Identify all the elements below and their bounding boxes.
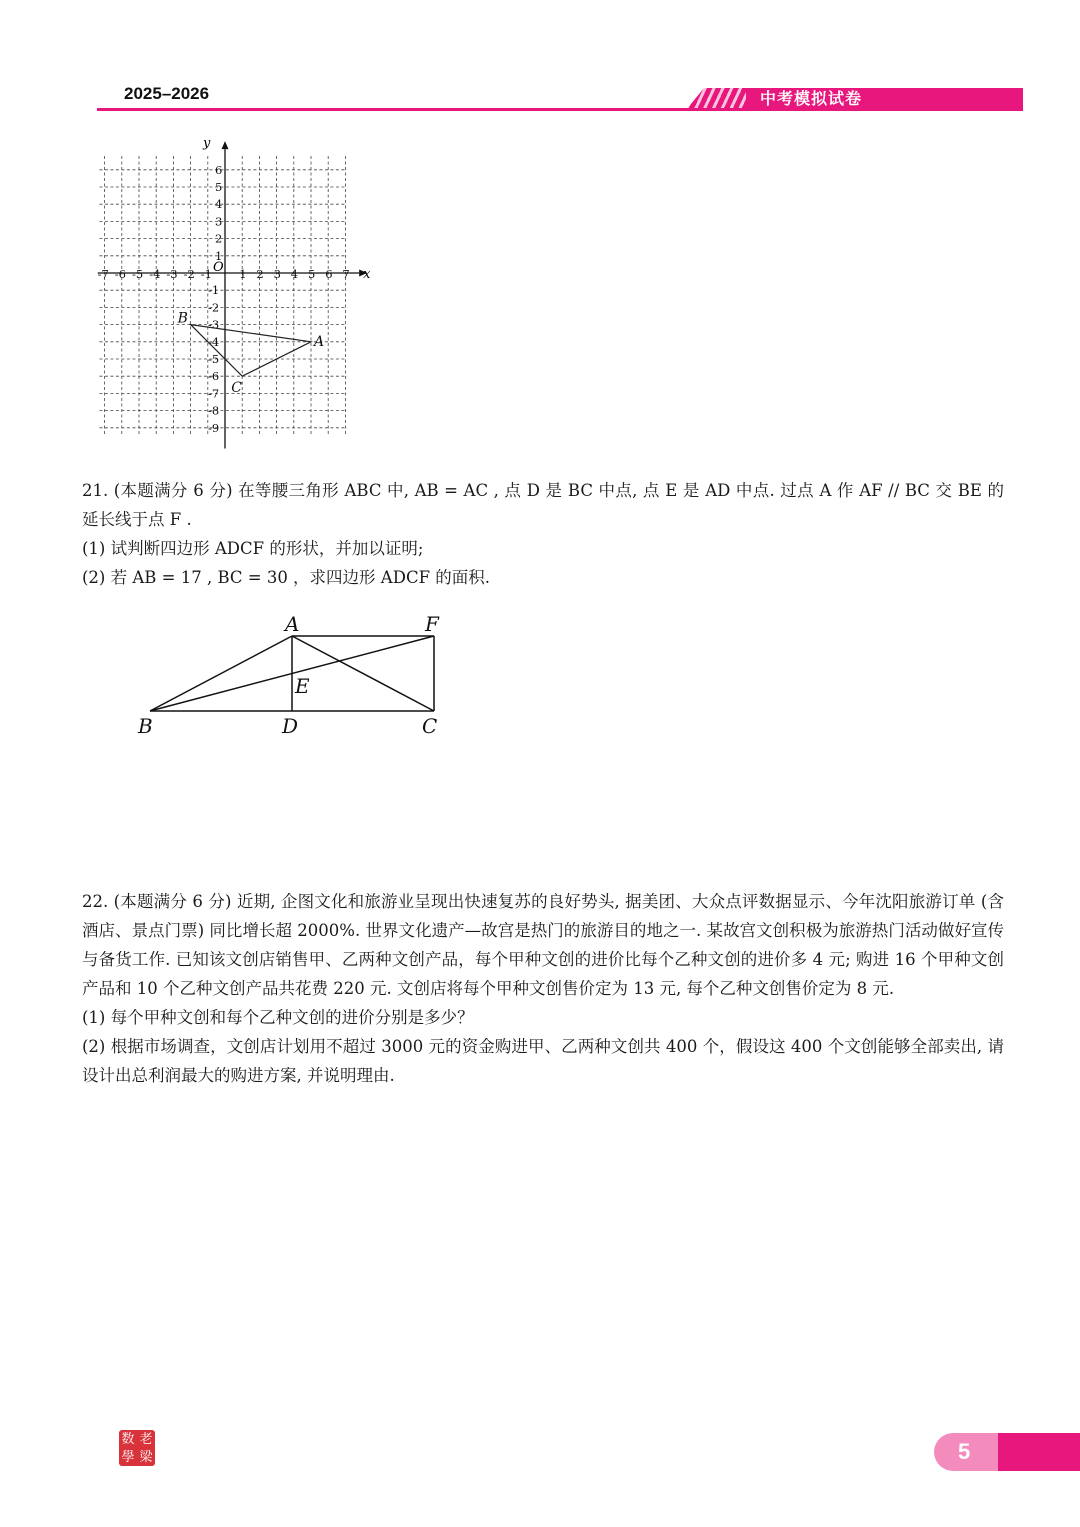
label-a: A — [285, 612, 300, 636]
x-tick-label: -1 — [200, 267, 213, 281]
x-tick-label: -2 — [183, 267, 195, 281]
label-b: B — [138, 714, 153, 738]
y-tick-label: 3 — [215, 214, 223, 229]
label-c: C — [422, 714, 438, 738]
point-label-c: C — [231, 380, 242, 397]
y-tick-label: 6 — [215, 162, 223, 177]
point-label-b: B — [177, 310, 188, 327]
x-tick-label: 6 — [325, 267, 333, 281]
segment-ab — [150, 636, 292, 711]
x-tick-label: -3 — [166, 267, 178, 281]
y-tick-label: -1 — [208, 283, 220, 298]
segment-ac — [292, 636, 434, 711]
q21-part1: (1) 试判断四边形 ADCF 的形状，并加以证明; — [82, 539, 424, 558]
x-tick-label: 5 — [308, 267, 316, 281]
q21-stem: 21. (本题满分 6 分) 在等腰三角形 ABC 中, AB = AC , 点 D 是 BC 中点, 点 E 是 AD 中点. 过点 A 作 AF // BC 交 BE 的延长线于点 F . — [82, 481, 1004, 529]
y-tick-label: 2 — [215, 231, 223, 246]
q21-part2: (2) 若 AB = 17 , BC = 30 ，求四边形 ADCF 的面积. — [82, 568, 491, 587]
author-seal — [119, 1430, 155, 1466]
x-tick-label: 3 — [273, 267, 281, 281]
y-tick-label: -5 — [208, 352, 220, 366]
y-tick-label: 5 — [215, 180, 223, 194]
q22-stem: 22. (本题满分 6 分) 近期, 企图文化和旅游业呈现出快速复苏的良好势头, 据美团、大众点评数据显示、今年沈阳旅游订单 (含酒店、景点门票) 同比增长超 2000%. 世界文化遗产—故宫是热门的旅游目的地之一. 某故宫文创积极为旅游热门活动做好宣传与备货工作. 已知该文创店销售甲、乙两种文创产品，每个甲种文创的进价比每个乙种文创的进价多 4 元; 购进 16 个甲种文创产品和 10 个乙种文创产品共花费 220 元. 文创店将每个甲种文创售价定为 13 元, 每个乙种文创售价定为 8 元. — [82, 892, 1004, 998]
seal-char-4: 梁 — [139, 1449, 153, 1465]
point-label-a: A — [314, 333, 325, 350]
question-21 — [82, 476, 1004, 592]
coordinate-grid-figure — [90, 128, 380, 458]
label-e: E — [295, 674, 310, 698]
y-tick-labels — [208, 163, 222, 435]
label-f: F — [425, 612, 439, 636]
x-tick-label: -4 — [149, 267, 161, 281]
y-tick-label: 4 — [215, 197, 223, 212]
grid-lines — [99, 156, 350, 435]
page-number-tab-dark — [998, 1433, 1080, 1471]
header-title: 中考模拟试卷 — [760, 89, 863, 108]
seal-char-2: 老 — [139, 1431, 153, 1447]
x-tick-label: -5 — [132, 267, 144, 281]
seal-char-1: 数 — [121, 1431, 135, 1447]
x-tick-label: 4 — [290, 267, 299, 281]
y-tick-label: -9 — [208, 420, 220, 435]
x-axis-label: x — [363, 267, 371, 282]
y-tick-label: -3 — [208, 317, 220, 332]
origin-label: O — [213, 260, 224, 275]
x-tick-label: -7 — [97, 267, 109, 281]
seal-char-3: 學 — [121, 1449, 135, 1465]
question-22 — [82, 887, 1004, 1090]
q22-part2: (2) 根据市场调查，文创店计划用不超过 3000 元的资金购进甲、乙两种文创共 400 个，假设这 400 个文创能够全部卖出, 请设计出总利润最大的购进方案, 并说明理由. — [82, 1037, 1004, 1085]
y-tick-label: -4 — [208, 334, 220, 349]
y-tick-label: -6 — [208, 369, 220, 384]
label-d: D — [282, 714, 299, 738]
y-axis-label: y — [203, 136, 211, 152]
y-tick-label: -7 — [208, 386, 220, 401]
y-tick-label: 1 — [215, 248, 223, 263]
y-tick-label: -8 — [208, 403, 220, 418]
y-tick-label: -2 — [208, 300, 220, 315]
page-number: 5 — [958, 1439, 971, 1464]
q22-part1: (1) 每个甲种文创和每个乙种文创的进价分别是多少？ — [82, 1008, 474, 1027]
point-labels — [177, 311, 325, 397]
geometry-figure-adcf — [130, 605, 460, 745]
header-stripes — [686, 88, 746, 110]
header-rule — [97, 108, 1023, 111]
x-tick-label: 1 — [239, 267, 247, 281]
y-axis-arrow — [222, 141, 229, 149]
x-tick-label: 7 — [342, 267, 350, 281]
x-tick-label: -6 — [114, 267, 127, 281]
header-year: 2025–2026 — [124, 84, 210, 103]
x-tick-label: 2 — [256, 267, 264, 281]
